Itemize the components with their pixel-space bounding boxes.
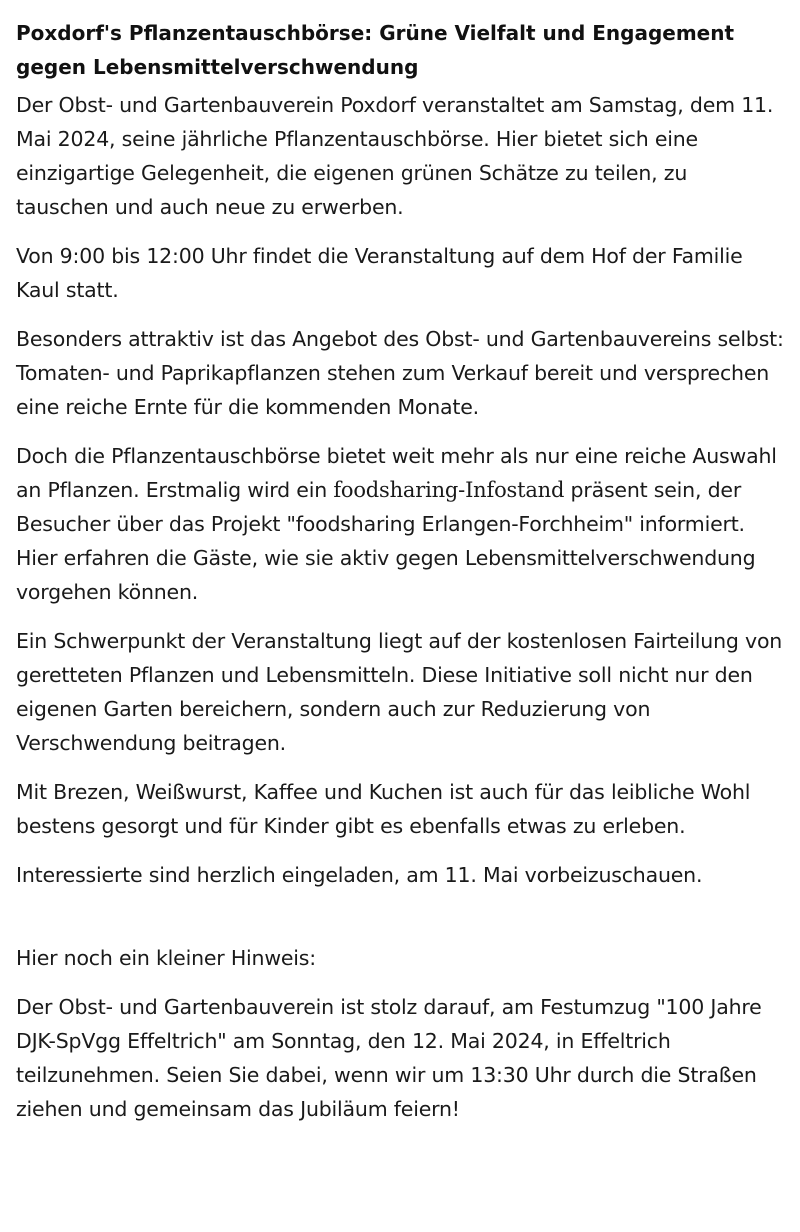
paragraph-catering: Mit Brezen, Weißwurst, Kaffee und Kuchen ist auch für das leibliche Wohl bestens gesorgt und für Kinder gibt es ebenfalls etwas zu erleben. [16, 780, 751, 838]
paragraph-intro: Der Obst- und Gartenbauverein Poxdorf veranstaltet am Samstag, dem 11. Mai 2024, seine jährliche Pflanzentauschbörse. Hier bietet sich eine einzigartige Gelegenheit, die eigenen grünen Schätze zu teilen, zu tauschen und auch neue zu erwerben. [16, 93, 774, 219]
paragraph-foodsharing-text-end: präsent sein, der Besucher über das Projekt "foodsharing Erlangen-Forchheim" informiert. Hier erfahren die Gäste, wie sie aktiv gegen Lebensmittelverschwendung vorgehen können. [16, 478, 756, 604]
spacer [16, 907, 784, 941]
paragraph-foodsharing [16, 439, 784, 609]
note-heading: Hier noch ein kleiner Hinweis: [16, 946, 316, 970]
paragraph-foodsharing-text-start: Doch die Pflanzentauschbörse bietet weit mehr als nur eine reiche Auswahl an Pflanzen. Erstmalig wird ein [16, 444, 777, 502]
foodsharing-infostand-highlight: foodsharing-Infostand [333, 478, 565, 502]
article-title: Poxdorf's Pflanzentauschbörse: Grüne Vielfalt und Engagement gegen Lebensmittelverschwendung [16, 21, 735, 79]
paragraph-offer: Besonders attraktiv ist das Angebot des Obst- und Gartenbauvereins selbst: Tomaten- und Paprikapflanzen stehen zum Verkauf bereit und versprechen eine reiche Ernte für die kommenden Monate. [16, 327, 784, 419]
paragraph-time-location: Von 9:00 bis 12:00 Uhr findet die Veranstaltung auf dem Hof der Familie Kaul statt. [16, 244, 743, 302]
paragraph-invitation: Interessierte sind herzlich eingeladen, am 11. Mai vorbeizuschauen. [16, 863, 703, 887]
paragraph-fairteilung: Ein Schwerpunkt der Veranstaltung liegt auf der kostenlosen Fairteilung von geretteten Pflanzen und Lebensmitteln. Diese Initiative soll nicht nur den eigenen Garten bereichern, sondern auch zur Reduzierung von Verschwendung beitragen. [16, 629, 783, 755]
note-text: Der Obst- und Gartenbauverein ist stolz darauf, am Festumzug "100 Jahre DJK-SpVgg Effeltrich" am Sonntag, den 12. Mai 2024, in Effeltrich teilzunehmen. Seien Sie dabei, wenn wir um 13:30 Uhr durch die Straßen ziehen und gemeinsam das Jubiläum feiern! [16, 995, 762, 1121]
